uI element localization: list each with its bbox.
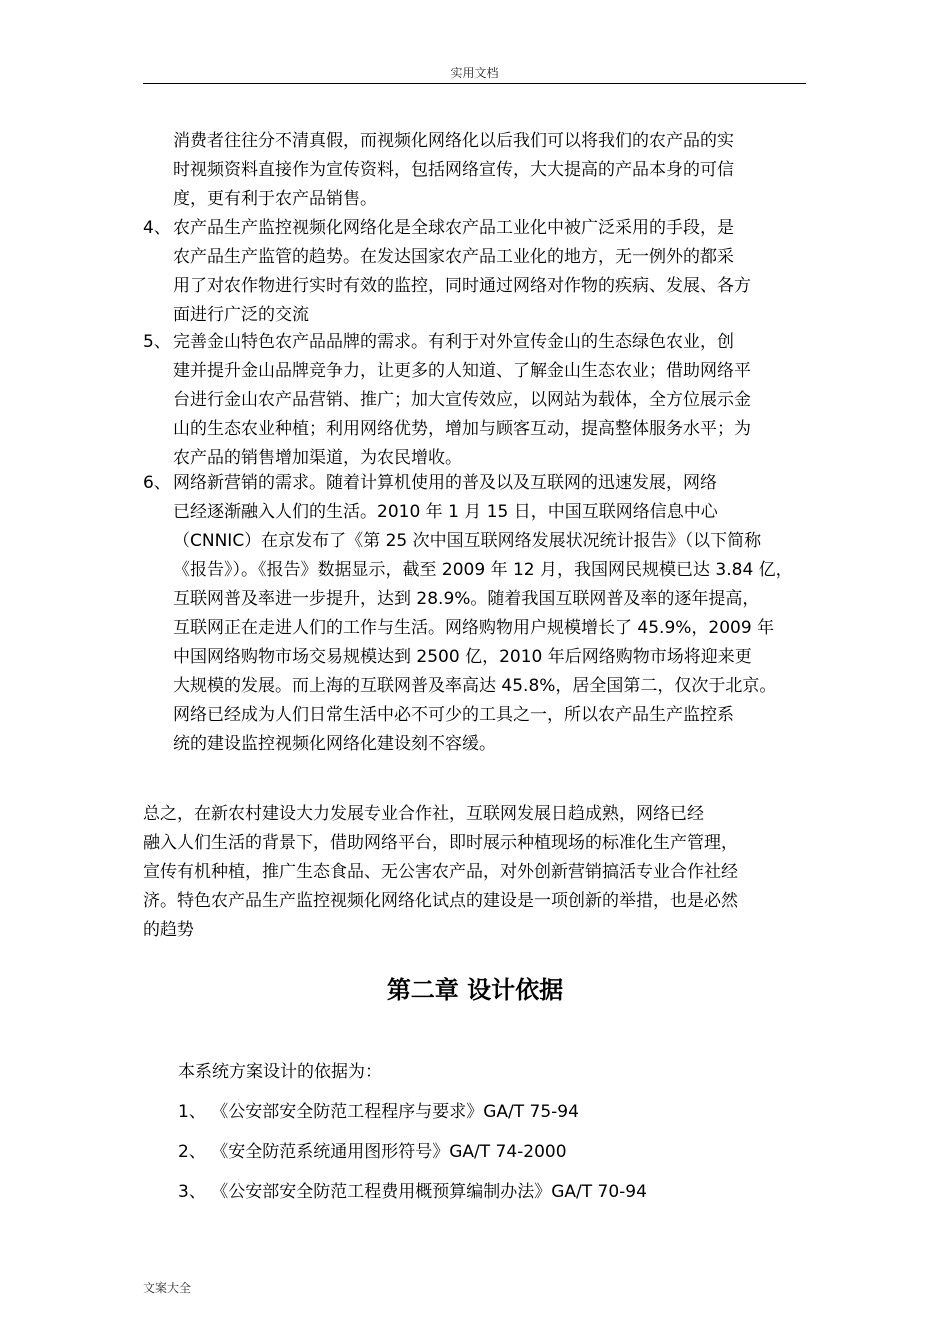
paragraph-line: 济。特色农产品生产监控视频化网络化试点的建设是一项创新的举措，也是必然 — [143, 891, 738, 911]
chapter-title: 第二章 设计依据 — [386, 976, 564, 1004]
paragraph-line: 互联网普及率进一步提升，达到 28.9%。随着我国互联网普及率的逐年提高， — [173, 589, 760, 609]
paragraph-line: 大规模的发展。而上海的互联网普及率高达 45.8%，居全国第二，仅次于北京。 — [173, 676, 777, 696]
paragraph-line: 建并提升金山品牌竞争力，让更多的人知道、了解金山生态农业；借助网络平 — [173, 361, 751, 381]
paragraph-line: 宣传有机种植，推广生态食品、无公害农产品，对外创新营销搞活专业合作社经 — [143, 862, 738, 882]
paragraph-line: 统的建设监控视频化网络化建设刻不容缓。 — [173, 734, 496, 754]
paragraph-line: 融入人们生活的背景下，借助网络平台，即时展示种植现场的标准化生产管理， — [143, 833, 738, 853]
paragraph-line: 农产品生产监管的趋势。在发达国家农产品工业化的地方，无一例外的都采 — [173, 247, 734, 267]
paragraph-line: 互联网正在走进人们的工作与生活。网络购物用户规模增长了 45.9%，2009 年 — [173, 618, 775, 638]
basis-intro: 本系统方案设计的依据为： — [178, 1062, 382, 1082]
paragraph-line: 的趋势 — [143, 920, 194, 940]
paragraph-line: 度，更有利于农产品销售。 — [173, 189, 377, 209]
paragraph-line: 台进行金山农产品营销、推广；加大宣传效应，以网站为载体，全方位展示金 — [173, 390, 751, 410]
paragraph-line: 面进行广泛的交流 — [173, 305, 309, 325]
paragraph-line: 网络已经成为人们日常生活中必不可少的工具之一，所以农产品生产监控系 — [173, 705, 734, 725]
paragraph-line: 已经逐渐融入人们的生活。2010 年 1 月 15 日，中国互联网络信息中心 — [173, 502, 718, 522]
paragraph-line: 时视频资料直接作为宣传资料，包括网络宣传，大大提高的产品本身的可信 — [173, 160, 734, 180]
paragraph-line: 中国网络购物市场交易规模达到 2500 亿，2010 年后网络购物市场将迎来更 — [173, 647, 752, 667]
paragraph-line: （CNNIC）在京发布了《第 25 次中国互联网络发展状况统计报告》（以下简称 — [173, 531, 762, 551]
paragraph-line: 用了对农作物进行实时有效的监控，同时通过网络对作物的疾病、发展、各方 — [173, 276, 751, 296]
paragraph-line: 总之，在新农村建设大力发展专业合作社，互联网发展日趋成熟，网络已经 — [143, 804, 704, 824]
paragraph-line: 消费者往往分不清真假，而视频化网络化以后我们可以将我们的农产品的实 — [173, 131, 734, 151]
basis-item: 2、 《安全防范系统通用图形符号》GA/T 74-2000 — [178, 1142, 567, 1162]
paragraph-line: 农产品的销售增加渠道，为农民增收。 — [173, 448, 462, 468]
page-footer: 文案大全 — [143, 1281, 192, 1295]
page-header: 实用文档 — [450, 66, 499, 80]
header-divider — [143, 83, 806, 84]
list-number: 5、 — [143, 332, 171, 352]
basis-item: 3、 《公安部安全防范工程费用概预算编制办法》GA/T 70-94 — [178, 1182, 647, 1202]
paragraph-line: 完善金山特色农产品品牌的需求。有利于对外宣传金山的生态绿色农业，创 — [173, 332, 734, 352]
paragraph-line: 山的生态农业种植；利用网络优势，增加与顾客互动，提高整体服务水平；为 — [173, 419, 751, 439]
list-number: 4、 — [143, 218, 171, 238]
basis-item: 1、 《公安部安全防范工程程序与要求》GA/T 75-94 — [178, 1102, 579, 1122]
list-number: 6、 — [143, 473, 171, 493]
paragraph-line: 《报告》）。《报告》数据显示，截至 2009 年 12 月，我国网民规模已达 3.84 亿， — [173, 560, 793, 580]
paragraph-line: 网络新营销的需求。随着计算机使用的普及以及互联网的迅速发展，网络 — [173, 473, 717, 493]
paragraph-line: 农产品生产监控视频化网络化是全球农产品工业化中被广泛采用的手段，是 — [173, 218, 734, 238]
